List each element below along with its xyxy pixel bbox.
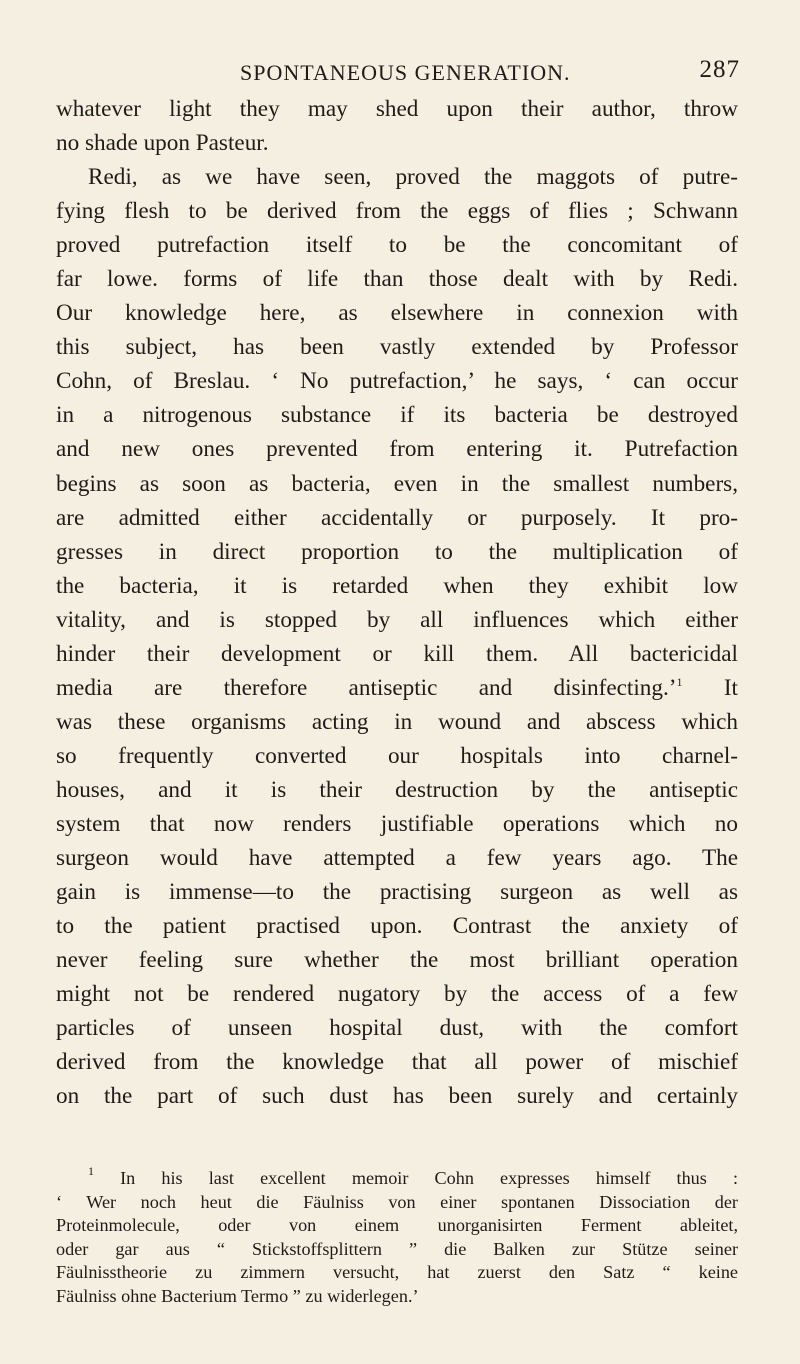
- text-line: are admitted either accidentally or purposely. It pro-: [56, 504, 738, 531]
- text-line: the bacteria, it is retarded when they exhibit low: [56, 572, 738, 599]
- text-line: proved putrefaction itself to be the concomitant of: [56, 232, 738, 259]
- text-line: no shade upon Pasteur.: [56, 130, 269, 157]
- text-line: vitality, and is stopped by all influences which either: [56, 606, 738, 633]
- text-line: was these organisms acting in wound and abscess which: [56, 708, 738, 735]
- text-line: to the patient practised upon. Contrast the anxiety of: [56, 913, 738, 940]
- text-line: derived from the knowledge that all power of mischief: [56, 1049, 738, 1076]
- text-line: in a nitrogenous substance if its bacteria be destroyed: [56, 402, 738, 429]
- text-line: and new ones prevented from entering it. Putrefaction: [56, 436, 738, 463]
- text-line: media are therefore antiseptic and disinfecting.’: [56, 674, 677, 701]
- footnote-text: In his last excellent memoir Cohn expresses himself thus :: [120, 1168, 739, 1188]
- footnote-line: Fäulnisstheorie zu zimmern versucht, hat zuerst den Satz “ keine: [56, 1262, 738, 1283]
- footnote-line: [56, 1164, 739, 1191]
- text-line: far lowe. forms of life than those dealt with by Redi.: [56, 266, 738, 293]
- footnote-line: oder gar aus “ Stickstoffsplittern ” die Balken zur Stütze seiner: [56, 1238, 738, 1259]
- footnote-marker: 1: [88, 1164, 94, 1178]
- text-line: might not be rendered nugatory by the access of a few: [56, 981, 738, 1008]
- footnote-line: ‘ Wer noch heut die Fäulniss von einer spontanen Dissociation der: [56, 1191, 738, 1212]
- text-line: gresses in direct proportion to the multiplication of: [56, 538, 738, 565]
- text-line: whatever light they may shed upon their author, throw: [56, 96, 738, 122]
- text-line: fying flesh to be derived from the eggs of flies ; Schwann: [56, 198, 738, 225]
- text-line: surgeon would have attempted a few years ago. The: [56, 845, 738, 872]
- text-line: gain is immense—to the practising surgeon as well as: [56, 879, 738, 906]
- footnote-line: Proteinmolecule, oder von einem unorganisirten Ferment ableitet,: [56, 1215, 738, 1236]
- text-line: so frequently converted our hospitals into charnel-: [56, 742, 738, 769]
- text-line: begins as soon as bacteria, even in the smallest numbers,: [56, 470, 738, 497]
- running-head: [240, 56, 740, 92]
- text-line: hinder their development or kill them. All bactericidal: [56, 640, 738, 667]
- text-line-with-footnote: [56, 671, 738, 705]
- text-line: houses, and it is their destruction by the antiseptic: [56, 776, 738, 803]
- text-line: never feeling sure whether the most brilliant operation: [56, 947, 738, 974]
- text-line-tail: It: [723, 674, 738, 701]
- running-title: SPONTANEOUS GENERATION.: [240, 60, 571, 85]
- text-line: Cohn, of Breslau. ‘ No putrefaction,’ he says, ‘ can occur: [56, 368, 738, 395]
- text-line: system that now renders justifiable operations which no: [56, 810, 738, 837]
- text-line: Our knowledge here, as elsewhere in connexion with: [56, 300, 738, 327]
- footnote-reference: 1: [676, 674, 683, 689]
- text-line: Redi, as we have seen, proved the maggots of putre-: [88, 164, 738, 191]
- text-line: this subject, has been vastly extended by Professor: [56, 334, 738, 361]
- text-line: particles of unseen hospital dust, with the comfort: [56, 1015, 738, 1042]
- page-number: 287: [699, 56, 740, 83]
- text-line: on the part of such dust has been surely and certainly: [56, 1083, 738, 1110]
- footnote-line: Fäulniss ohne Bacterium Termo ” zu widerlegen.’: [56, 1285, 419, 1306]
- footnote: [56, 1164, 739, 1309]
- body-text: [56, 92, 738, 1113]
